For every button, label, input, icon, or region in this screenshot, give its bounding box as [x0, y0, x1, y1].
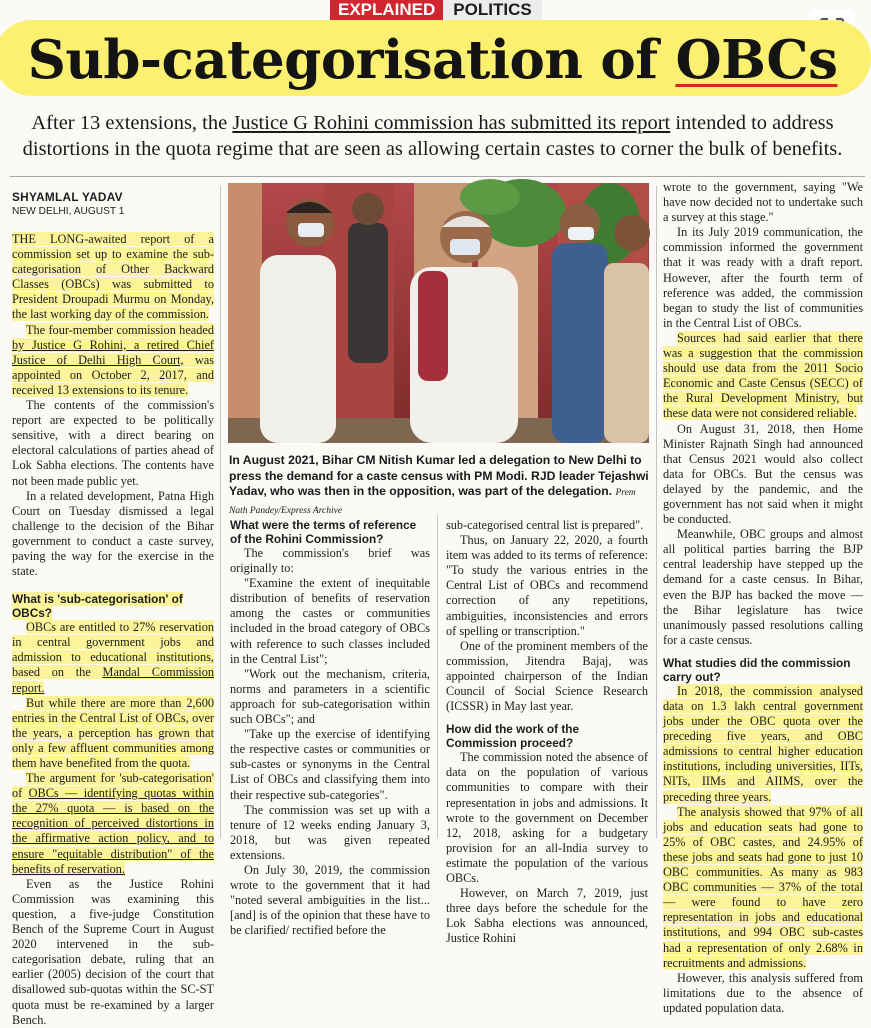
- paragraph: wrote to the government, saying "We have now decided not to undertake such a survey at this stage.": [663, 180, 863, 225]
- section-question: What were the terms of reference of the Rohini Commission?: [230, 518, 417, 546]
- paragraph: The argument for 'sub-categorisation' of OBCs — identifying quotas within the 27% quota — is based on the recognition of perceived distortions in the affirmative action policy, and to ensure "equitable distribution" of the benefits of reservation.: [12, 771, 214, 876]
- section-tags: [330, 0, 542, 20]
- paragraph: But while there are more than 2,600 entries in the Central List of OBCs, over the years, a perception has grown that only a few affluent communities among them have benefited from the quota.: [12, 695, 214, 770]
- paragraph: Sources had said earlier that there was a suggestion that the commission should use data from the 2011 Socio Economic and Caste Census (SECC) of the Rural Development Ministry, but these data were not considered reliable.: [663, 330, 863, 421]
- paragraph: In 2018, the commission analysed data on 1.3 lakh central government jobs under the OBC quota over the preceding five years, and OBC admissions to central higher education institutions, including universities, IITs, NITs, IIMs and AIIMS, over the preceding three years.: [663, 683, 863, 804]
- paragraph: The commission was set up with a tenure of 12 weeks ending January 3, 2018, but was given repeated extensions.: [230, 802, 430, 862]
- paragraph: "Examine the extent of inequitable distribution of benefits of reservation among the castes or communities included in the broad category of OBCs with reference to such classes included in the Central List";: [230, 576, 430, 666]
- paragraph: On August 31, 2018, then Home Minister Rajnath Singh had announced that Census 2021 would also collect data for OBCs. But the census was delayed by the pandemic, and the government has not said when it might be conducted.: [663, 421, 863, 527]
- paragraph: In a related development, Patna High Court on Tuesday dismissed a legal challenge to the decision of the Bihar government to conduct a caste survey, paving the way for the exercise in the state.: [12, 488, 214, 579]
- paragraph: The analysis showed that 97% of all jobs and education seats had gone to 25% of OBC castes, and 24.95% of these jobs and seats had gone to just 10 OBC communities. As many as 983 OBC communities — 37% of the total — were found to have zero representation in jobs and educational institutions, and 994 OBC sub-castes had a representation of only 2.68% in recruitments and admissions.: [663, 804, 863, 970]
- column-divider: [656, 186, 657, 838]
- paragraph: THE LONG-awaited report of a commission set up to examine the sub-categorisation of Other Backward Classes (OBCs) was submitted to President Droupadi Murmu on Monday, the last working day of the commission.: [12, 232, 214, 322]
- article-column-2: [230, 518, 430, 938]
- article-column-4: [663, 180, 863, 1016]
- dateline: NEW DELHI, AUGUST 1: [12, 206, 125, 217]
- paragraph: OBCs are entitled to 27% reservation in central government jobs and admission to educational institutions, based on the Mandal Commission report.: [12, 620, 214, 695]
- section-question: How did the work of the Commission proceed?: [446, 722, 580, 751]
- article-column-1: [12, 190, 214, 1028]
- section-question: What is 'sub-categorisation' of OBCs?: [12, 592, 183, 621]
- photo-credit: Prem Nath Pandey/Express Archive: [229, 488, 636, 516]
- explained-tag: EXPLAINED: [330, 0, 443, 20]
- paragraph: On July 30, 2019, the commission wrote to the government that it had "noted several ambiguities in the list... [and] is of the opinion that these have to be clarified/ rectified before the: [230, 862, 430, 938]
- paragraph: However, this analysis suffered from limitations due to the absence of updated population data.: [663, 970, 863, 1015]
- paragraph: One of the prominent members of the commission, Jitendra Bajaj, was appointed chairperson of the Indian Council of Social Science Research (ICSSR) in May last year.: [446, 638, 648, 714]
- photo-caption: In August 2021, Bihar CM Nitish Kumar led a delegation to New Delhi to press the demand for a caste census with PM Modi. RJD leader Tejashwi Yadav, who was then in the opposition, was part of the delegation. Prem Nath Pandey/Express Archive: [229, 453, 649, 516]
- column-divider: [437, 515, 438, 838]
- paragraph: The contents of the commission's report are expected to be politically sensitive, with a direct bearing on electoral calculations of parties ahead of Lok Sabha elections. The contents have not been made public yet.: [12, 398, 214, 488]
- paragraph: Thus, on January 22, 2020, a fourth item was added to its terms of reference: "To study the various entries in the Central List of OBCs and recommend correction of any repetitions, ambiguities, inconsistencies and errors of spelling or transcription.": [446, 533, 648, 638]
- subheadline: After 13 extensions, the Justice G Rohini commission has submitted its report intended to address distortions in the quota regime that are seen as allowing certain castes to corner the bulk of benefits.: [22, 112, 843, 160]
- paragraph: Meanwhile, OBC groups and almost all political parties barring the BJP central leadership have stepped up the demand for a caste census. In Bihar, even the BJP has backed the move — the Bihar legislature has twice unanimously passed resolutions calling for a caste census.: [663, 527, 863, 647]
- paragraph: The commission's brief was originally to:: [230, 546, 430, 576]
- news-photo: [228, 183, 649, 443]
- paragraph: sub-categorised central list is prepared".: [446, 518, 644, 532]
- paragraph: The commission noted the absence of data on the population of various communities to compare with their representation in jobs and admissions. It wrote to the government on December 12, 2018, asking for a budgetary provision for an all-India survey to estimate the population of the various OBCs.: [446, 750, 648, 885]
- paragraph: "Take up the exercise of identifying the respective castes or communities or sub-castes or synonyms in the Central List of OBCs and classifying them into their respective sub-categories".: [230, 727, 430, 802]
- paragraph: "Work out the mechanism, criteria, norms and parameters in a scientific approach for sub-categorisation within such OBCs"; and: [230, 666, 430, 727]
- article-column-3: [446, 518, 648, 946]
- paragraph: In its July 2019 communication, the commission informed the government that it was ready with a draft report. However, after the fourth term of reference was added, the commission began to study the list of communities in the Central List of OBCs.: [663, 225, 863, 330]
- author-byline: SHYAMLAL YADAV: [12, 190, 123, 204]
- paragraph: Even as the Justice Rohini Commission was examining this question, a five-judge Constitution Bench of the Supreme Court in August 2020 intervened in the sub-categorisation debate, ruling that an earlier (2005) decision of the court that disallowed sub-quotas within the SC-ST quota must be re-examined by a larger Bench.: [12, 876, 214, 1027]
- column-divider: [220, 186, 221, 838]
- headline-band: [0, 20, 865, 102]
- paragraph: However, on March 7, 2019, just three days before the schedule for the Lok Sabha elections was announced, Justice Rohini: [446, 886, 648, 946]
- politics-tag: POLITICS: [443, 0, 541, 20]
- paragraph: The four-member commission headed by Justice G Rohini, a retired Chief Justice of Delhi High Court, was appointed on October 2, 2017, and received 13 extensions to its tenure.: [12, 322, 214, 397]
- header-divider: [10, 176, 865, 177]
- section-question: What studies did the commission carry out?: [663, 655, 851, 684]
- headline: Sub-categorisation of OBCs: [0, 20, 871, 96]
